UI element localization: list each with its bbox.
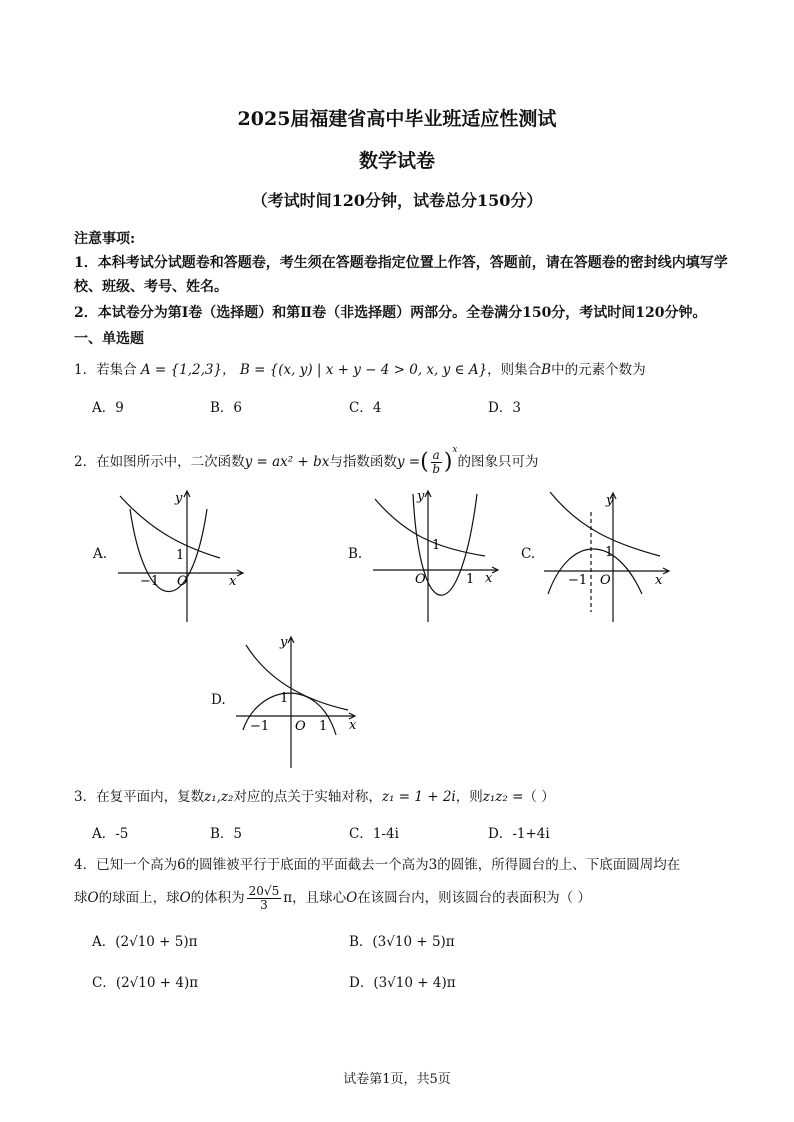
q3-option-c[interactable]: C．1-4i xyxy=(349,826,399,842)
q1-option-a[interactable]: A．9 xyxy=(92,400,124,416)
graph-a-y-label: y xyxy=(175,491,183,506)
subject-title: 数学试卷 xyxy=(358,150,435,172)
q4-option-c[interactable]: C．(2√10 + 4)π xyxy=(92,975,199,991)
q1-tail-var: B xyxy=(541,362,552,378)
q2-text-3: 的图象只可为 xyxy=(457,454,539,470)
question-2: 2．在如图所示中，二次函数y = ax² + bx与指数函数y =( $\frac{a}{b}$ )$^x$的图象只可为 xyxy=(74,445,539,476)
q4-volume-fraction: $\frac{20√5}{3}$ xyxy=(248,884,280,912)
q1-tail-2: 中的元素个数为 xyxy=(551,362,646,378)
graph-a-tick-1: 1 xyxy=(176,548,185,563)
q1-tail: ，则集合 xyxy=(487,362,542,378)
graph-c-origin: O xyxy=(600,573,611,588)
notes-item-1-line-1: 1．本科考试分试题卷和答题卷，考生须在答题卷指定位置上作答，答题前，请在答题卷的密封线内填写学 xyxy=(74,255,728,271)
graph-b-tick-1-x: 1 xyxy=(466,572,475,587)
graph-c-tick-neg-1: −1 xyxy=(568,573,588,588)
q1-option-d[interactable]: D．3 xyxy=(488,400,521,416)
graph-a-x-label: x xyxy=(229,574,237,589)
q1-option-b[interactable]: B．6 xyxy=(210,400,243,416)
graph-d-label[interactable]: D. xyxy=(211,692,226,708)
q3-option-a[interactable]: A．-5 xyxy=(92,826,129,842)
graph-b[interactable] xyxy=(365,484,505,624)
graph-b-x-label: x xyxy=(485,571,493,586)
graph-c-x-label: x xyxy=(655,573,663,588)
q1-option-c[interactable]: C．4 xyxy=(349,400,382,416)
graph-c[interactable] xyxy=(540,484,680,624)
question-4-line-2: 球O的球面上，球O的体积为 $\frac{20√5}{3}$ π，且球心O在该圆台内，则该圆台的表面积为（ ） xyxy=(74,884,591,912)
graph-d-tick-1: 1 xyxy=(280,691,289,706)
notes-item-1-line-2: 校、班级、考号、姓名。 xyxy=(74,279,228,295)
q2-quadratic: y = ax² + bx xyxy=(244,454,330,470)
q2-fraction: $\frac{a}{b}$ xyxy=(432,448,441,476)
q1-set-b: B = {(x, y) | x + y − 4 > 0, x, y ∈ A} xyxy=(239,362,488,378)
graph-b-label[interactable]: B. xyxy=(348,546,363,562)
question-4-line-1: 4．已知一个高为6的圆锥被平行于底面的平面截去一个高为3的圆锥，所得圆台的上、下底面圆周均在 xyxy=(74,857,681,873)
graph-c-tick-1: 1 xyxy=(605,545,614,560)
q3-product: z₁z₂ = xyxy=(482,789,524,805)
graph-d-y-label: y xyxy=(280,635,288,650)
q3-blank: （ ） xyxy=(523,789,555,805)
exam-subtitle: （考试时间120分钟，试卷总分150分） xyxy=(251,191,543,210)
q1-set-a: A = {1,2,3}， xyxy=(140,362,236,378)
q3-text-3: ，则 xyxy=(455,789,483,805)
q4-option-a[interactable]: A．(2√10 + 5)π xyxy=(92,934,198,950)
notes-item-2: 2．本试卷分为第Ⅰ卷（选择题）和第Ⅱ卷（非选择题）两部分。全卷满分150分，考试时间120分钟。 xyxy=(74,305,707,321)
q2-text-1: 2．在如图所示中，二次函数 xyxy=(74,454,245,470)
graph-b-tick-1: 1 xyxy=(432,538,441,553)
q3-option-b[interactable]: B．5 xyxy=(210,826,243,842)
q3-eq: z₁ = 1 + 2i xyxy=(381,789,456,805)
graph-d-origin: O xyxy=(295,719,306,734)
graph-a-tick-neg-1: −1 xyxy=(140,574,160,589)
graph-b-origin: O xyxy=(415,572,426,587)
graph-d-tick-1-x: 1 xyxy=(319,719,328,734)
q2-text-2: 与指数函数 xyxy=(329,454,397,470)
graph-c-y-label: y xyxy=(606,493,614,508)
q2-exponent: x xyxy=(452,445,458,455)
exam-title: 2025届福建省高中毕业班适应性测试 xyxy=(237,108,557,130)
graph-a-origin: O xyxy=(177,574,188,589)
graph-d-x-label: x xyxy=(349,718,357,733)
graph-c-label[interactable]: C. xyxy=(521,546,536,562)
q1-number: 1．若集合 xyxy=(74,362,137,378)
question-3 xyxy=(74,785,555,805)
page-footer: 试卷第1页，共5页 xyxy=(343,1072,451,1087)
question-1 xyxy=(74,358,646,378)
q3-text-1: 3．在复平面内，复数 xyxy=(74,789,205,805)
section-single-choice: 一、单选题 xyxy=(74,331,144,347)
q3-option-d[interactable]: D．-1+4i xyxy=(488,826,550,842)
notes-heading: 注意事项: xyxy=(74,231,136,247)
q2-exp-lhs: y = xyxy=(396,454,421,470)
q4-option-d[interactable]: D．(3√10 + 4)π xyxy=(349,975,456,991)
graph-b-y-label: y xyxy=(417,489,425,504)
graph-a-label[interactable]: A. xyxy=(93,546,108,562)
graph-a[interactable] xyxy=(110,484,250,624)
q4-option-b[interactable]: B．(3√10 + 5)π xyxy=(349,934,455,950)
graph-d-tick-neg-1: −1 xyxy=(250,719,270,734)
graph-d[interactable] xyxy=(228,630,368,770)
q3-text-2: 对应的点关于实轴对称， xyxy=(233,789,382,805)
q3-vars: z₁,z₂ xyxy=(204,789,234,805)
